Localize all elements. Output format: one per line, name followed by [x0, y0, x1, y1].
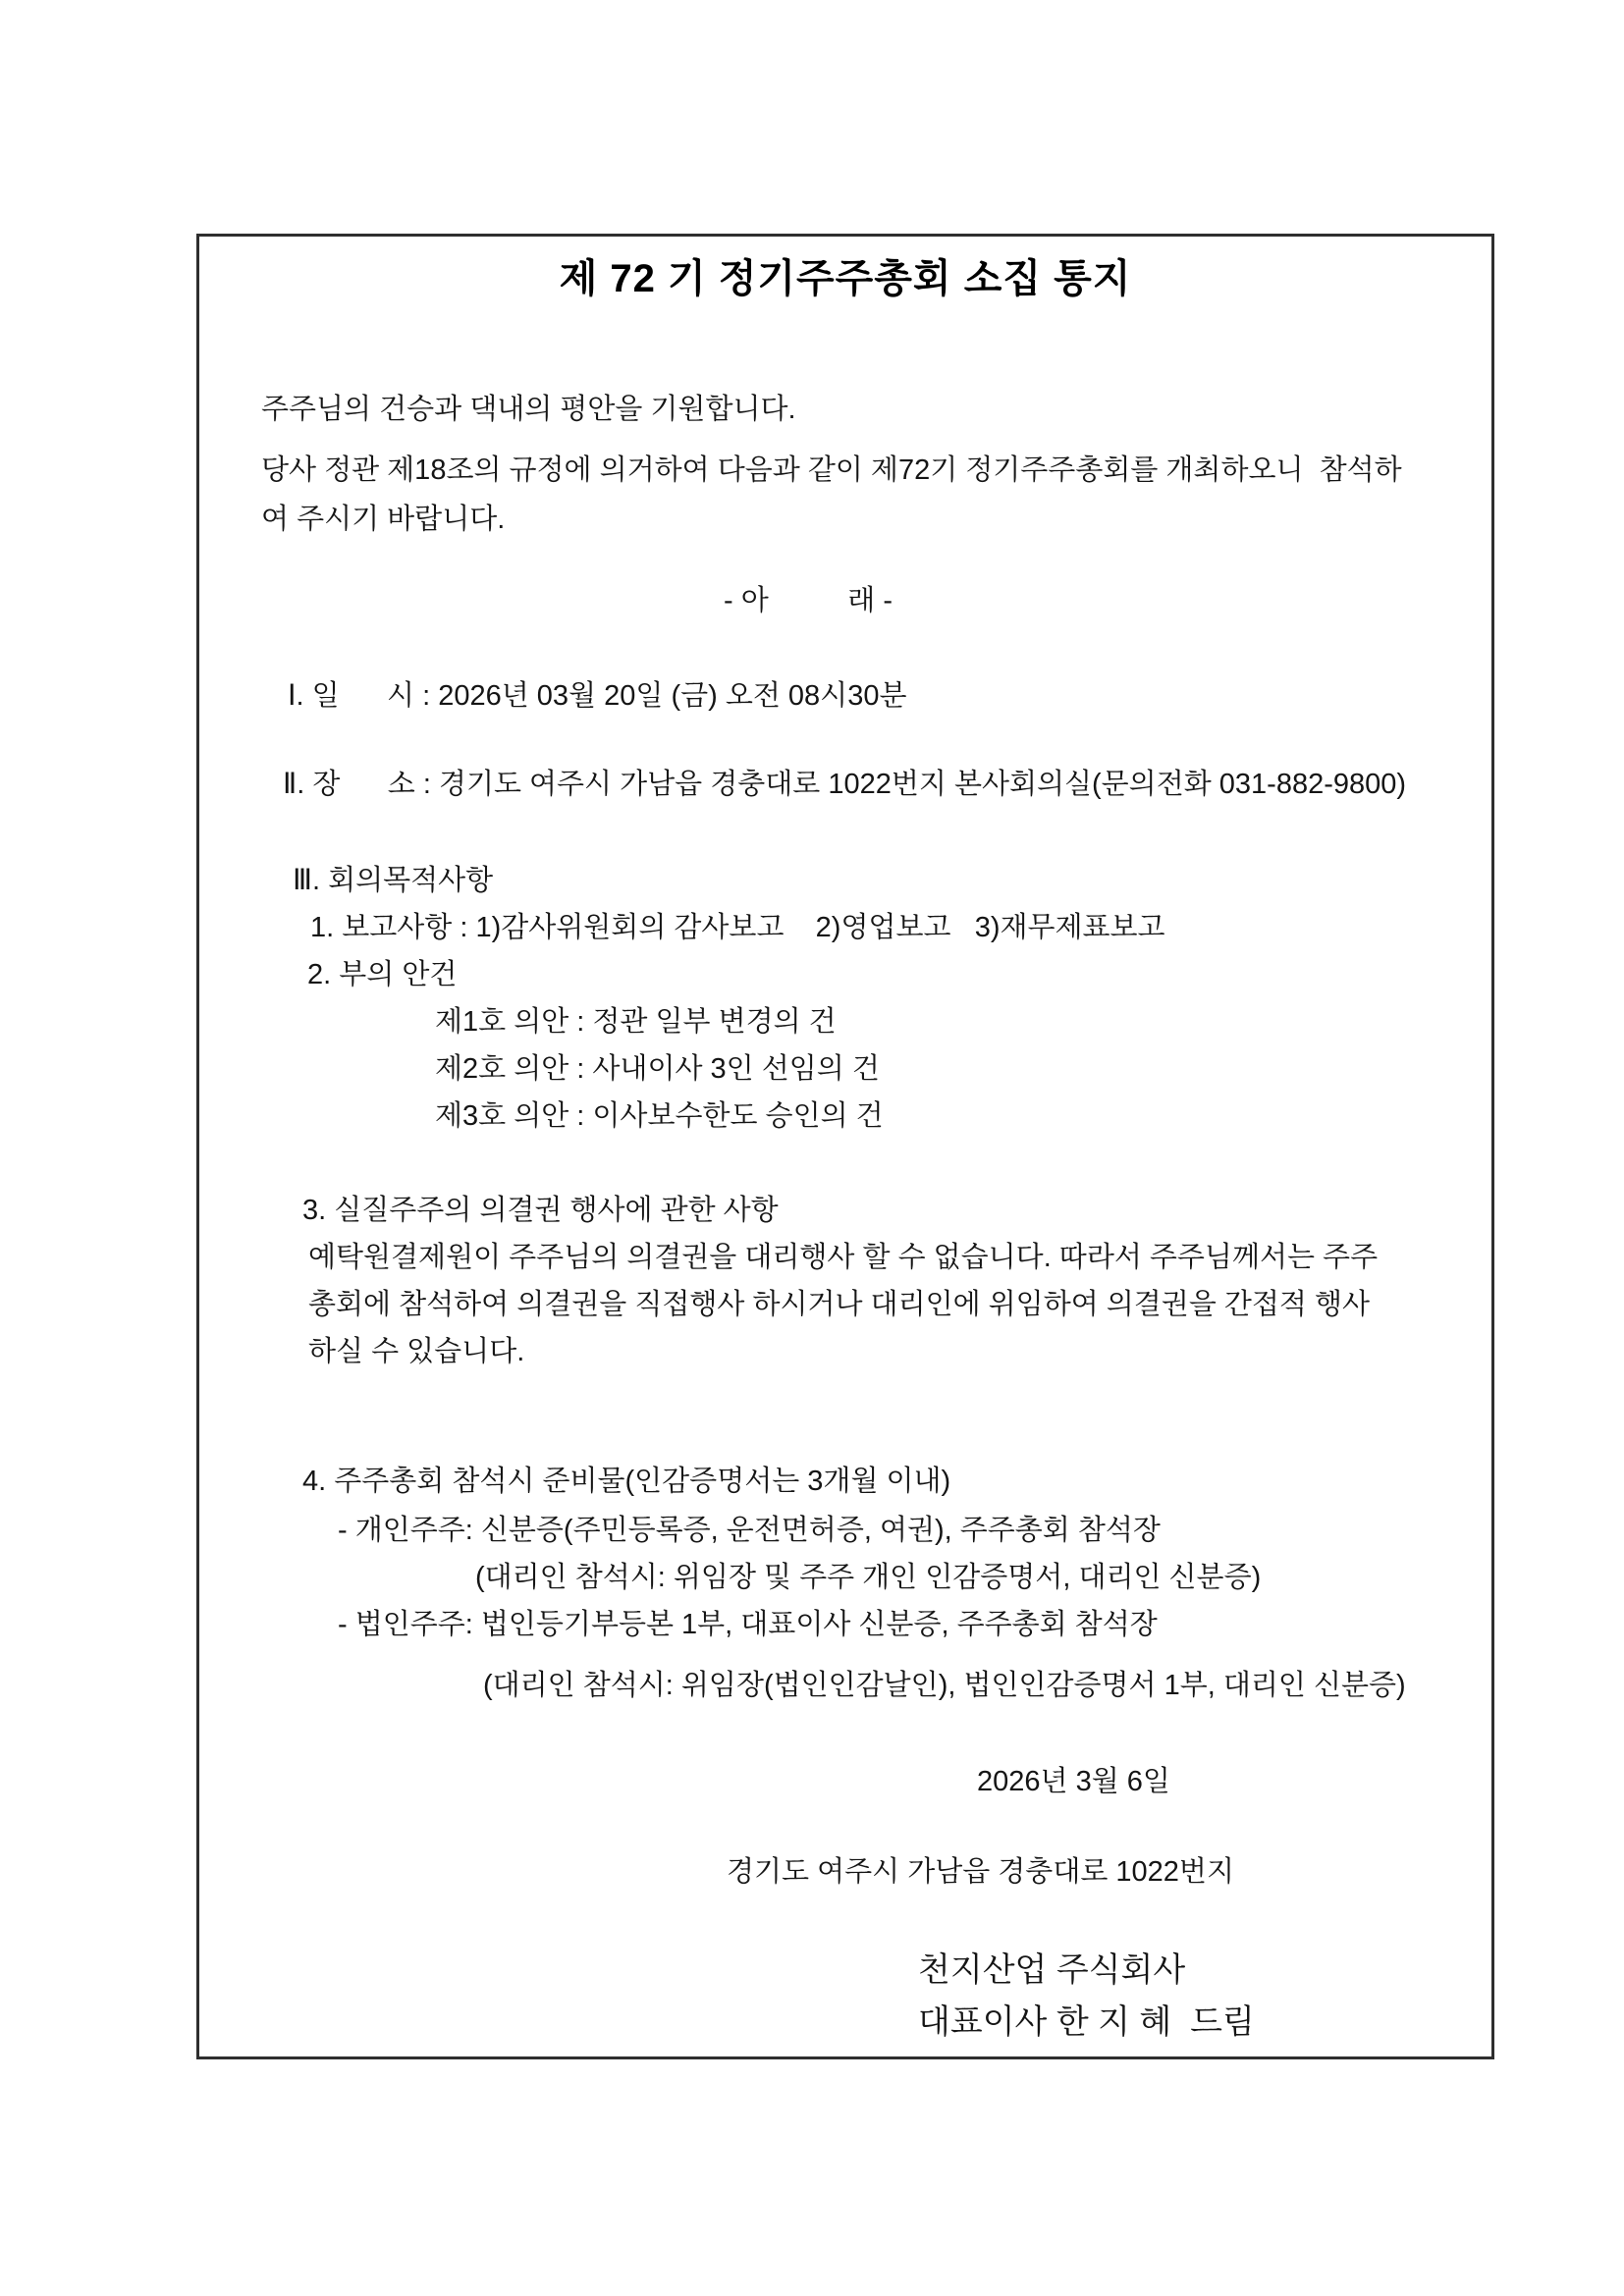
below-marker: - 아 래 - [724, 585, 893, 616]
corporate-proxy-line: (대리인 참석시: 위임장(법인인감날인), 법인인감증명서 1부, 대리인 신분증) [483, 1670, 1406, 1701]
voting-rights-line-2: 총회에 참석하여 의결권을 직접행사 하시거나 대리인에 위임하여 의결권을 간접적 행사 [308, 1289, 1371, 1320]
agenda-item-1: 제1호 의안 : 정관 일부 변경의 건 [435, 1006, 837, 1038]
purpose-heading: Ⅲ. 회의목적사항 [293, 865, 494, 896]
document-border-box [196, 234, 1494, 2059]
meeting-place-line: Ⅱ. 장 소 : 경기도 여주시 가남읍 경충대로 1022번지 본사회의실(문의전화 031-882-9800) [283, 769, 1407, 800]
meeting-datetime-line: Ⅰ. 일 시 : 2026년 03월 20일 (금) 오전 08시30분 [288, 680, 907, 712]
voting-rights-heading: 3. 실질주주의 의결권 행사에 관한 사항 [302, 1195, 779, 1226]
submission-heading: 2. 부의 안건 [307, 959, 458, 990]
company-name-line: 천지산업 주식회사 [918, 1951, 1186, 1989]
document-title: 제 72 기 정기주주총회 소집 통지 [559, 257, 1132, 300]
individual-shareholder-line: - 개인주주: 신분증(주민등록증, 운전면허증, 여권), 주주총회 참석장 [338, 1515, 1161, 1546]
agenda-item-2: 제2호 의안 : 사내이사 3인 선임의 건 [435, 1053, 880, 1085]
company-address-line: 경기도 여주시 가남읍 경충대로 1022번지 [727, 1856, 1234, 1888]
preparation-heading: 4. 주주총회 참석시 준비물(인감증명서는 3개월 이내) [302, 1466, 951, 1497]
ceo-signature-line: 대표이사 한 지 혜 드림 [918, 2003, 1255, 2041]
corporate-shareholder-line: - 법인주주: 법인등기부등본 1부, 대표이사 신분증, 주주총회 참석장 [338, 1609, 1158, 1640]
intro-line-2: 여 주시기 바랍니다. [261, 504, 506, 535]
voting-rights-line-3: 하실 수 있습니다. [308, 1336, 525, 1367]
individual-proxy-line: (대리인 참석시: 위임장 및 주주 개인 인감증명서, 대리인 신분증) [475, 1562, 1262, 1593]
agenda-item-3: 제3호 의안 : 이사보수한도 승인의 건 [435, 1100, 884, 1132]
voting-rights-line-1: 예탁원결제원이 주주님의 의결권을 대리행사 할 수 없습니다. 따라서 주주님께서는 주주 [308, 1242, 1379, 1273]
report-items-line: 1. 보고사항 : 1)감사위원회의 감사보고 2)영업보고 3)재무제표보고 [310, 912, 1165, 943]
notice-date-line: 2026년 3월 6일 [977, 1766, 1170, 1797]
greeting-line: 주주님의 건승과 댁내의 평안을 기원합니다. [261, 394, 796, 425]
intro-line-1: 당사 정관 제18조의 규정에 의거하여 다음과 같이 제72기 정기주주총회를 개최하오니 참석하 [261, 454, 1402, 486]
